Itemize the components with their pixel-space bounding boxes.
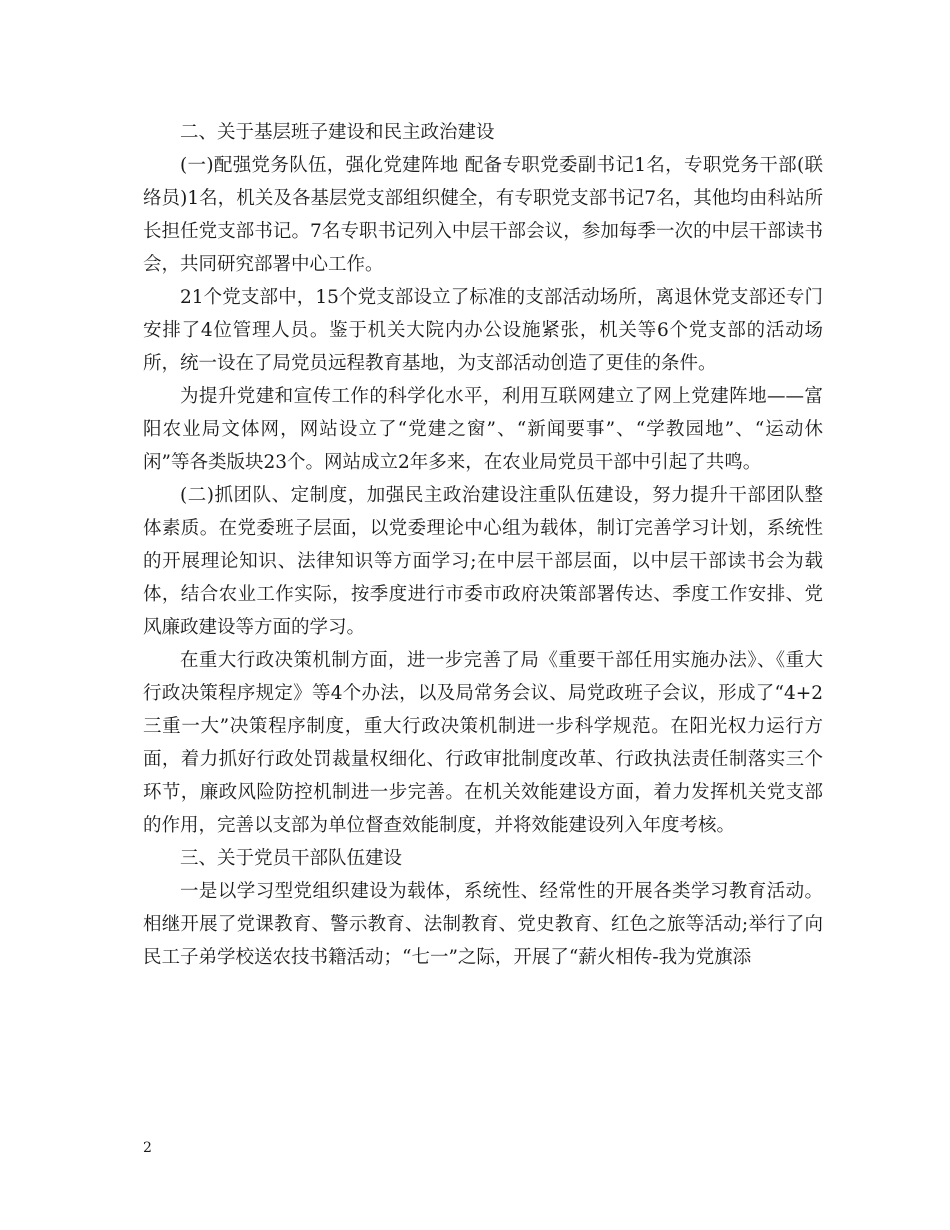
paragraph: (一)配强党务队伍，强化党建阵地 配备专职党委副书记1名，专职党务干部(联络员)1名，机关及各基层党支部组织健全，有专职党支部书记7名，其他均由科站所长担任党支部书记。7名专职书记列入中层干部会议，参加每季一次的中层干部读书会，共同研究部署中心工作。 (143, 155, 823, 275)
section-heading-3: 三、关于党员干部队伍建设 (180, 848, 403, 869)
section-heading-2: 二、关于基层班子建设和民主政治建设 (180, 122, 495, 143)
document-body (143, 116, 823, 974)
paragraph: 在重大行政决策机制方面，进一步完善了局《重要干部任用实施办法》、《重大行政决策程序规定》等4个办法，以及局常务会议、局党政班子会议，形成了“4+2三重一大”决策程序制度，重大行政决策机制进一步科学规范。在阳光权力运行方面，着力抓好行政处罚裁量权细化、行政审批制度改革、行政执法责任制落实三个环节，廉政风险防控机制进一步完善。在机关效能建设方面，着力发挥机关党支部的作用，完善以支部为单位督查效能制度，并将效能建设列入年度考核。 (143, 650, 823, 836)
paragraph: 为提升党建和宣传工作的科学化水平，利用互联网建立了网上党建阵地——富阳农业局文体网，网站设立了“党建之窗”、“新闻要事”、“学教园地”、“运动休闲”等各类版块23个。网站成立2年多来，在农业局党员干部中引起了共鸣。 (143, 386, 823, 473)
paragraph: 一是以学习型党组织建设为载体，系统性、经常性的开展各类学习教育活动。相继开展了党课教育、警示教育、法制教育、党史教育、红色之旅等活动;举行了向民工子弟学校送农技书籍活动；“七一”之际，开展了“薪火相传-我为党旗添 (143, 881, 823, 968)
paragraph: (二)抓团队、定制度，加强民主政治建设注重队伍建设，努力提升干部团队整体素质。在党委班子层面，以党委理论中心组为载体，制订完善学习计划，系统性的开展理论知识、法律知识等方面学习;在中层干部层面，以中层干部读书会为载体，结合农业工作实际，按季度进行市委市政府决策部署传达、季度工作安排、党风廉政建设等方面的学习。 (143, 485, 823, 638)
paragraph: 21个党支部中，15个党支部设立了标准的支部活动场所，离退休党支部还专门安排了4位管理人员。鉴于机关大院内办公设施紧张，机关等6个党支部的活动场所，统一设在了局党员远程教育基地，为支部活动创造了更佳的条件。 (143, 287, 823, 374)
page-number: 2 (143, 1140, 152, 1156)
